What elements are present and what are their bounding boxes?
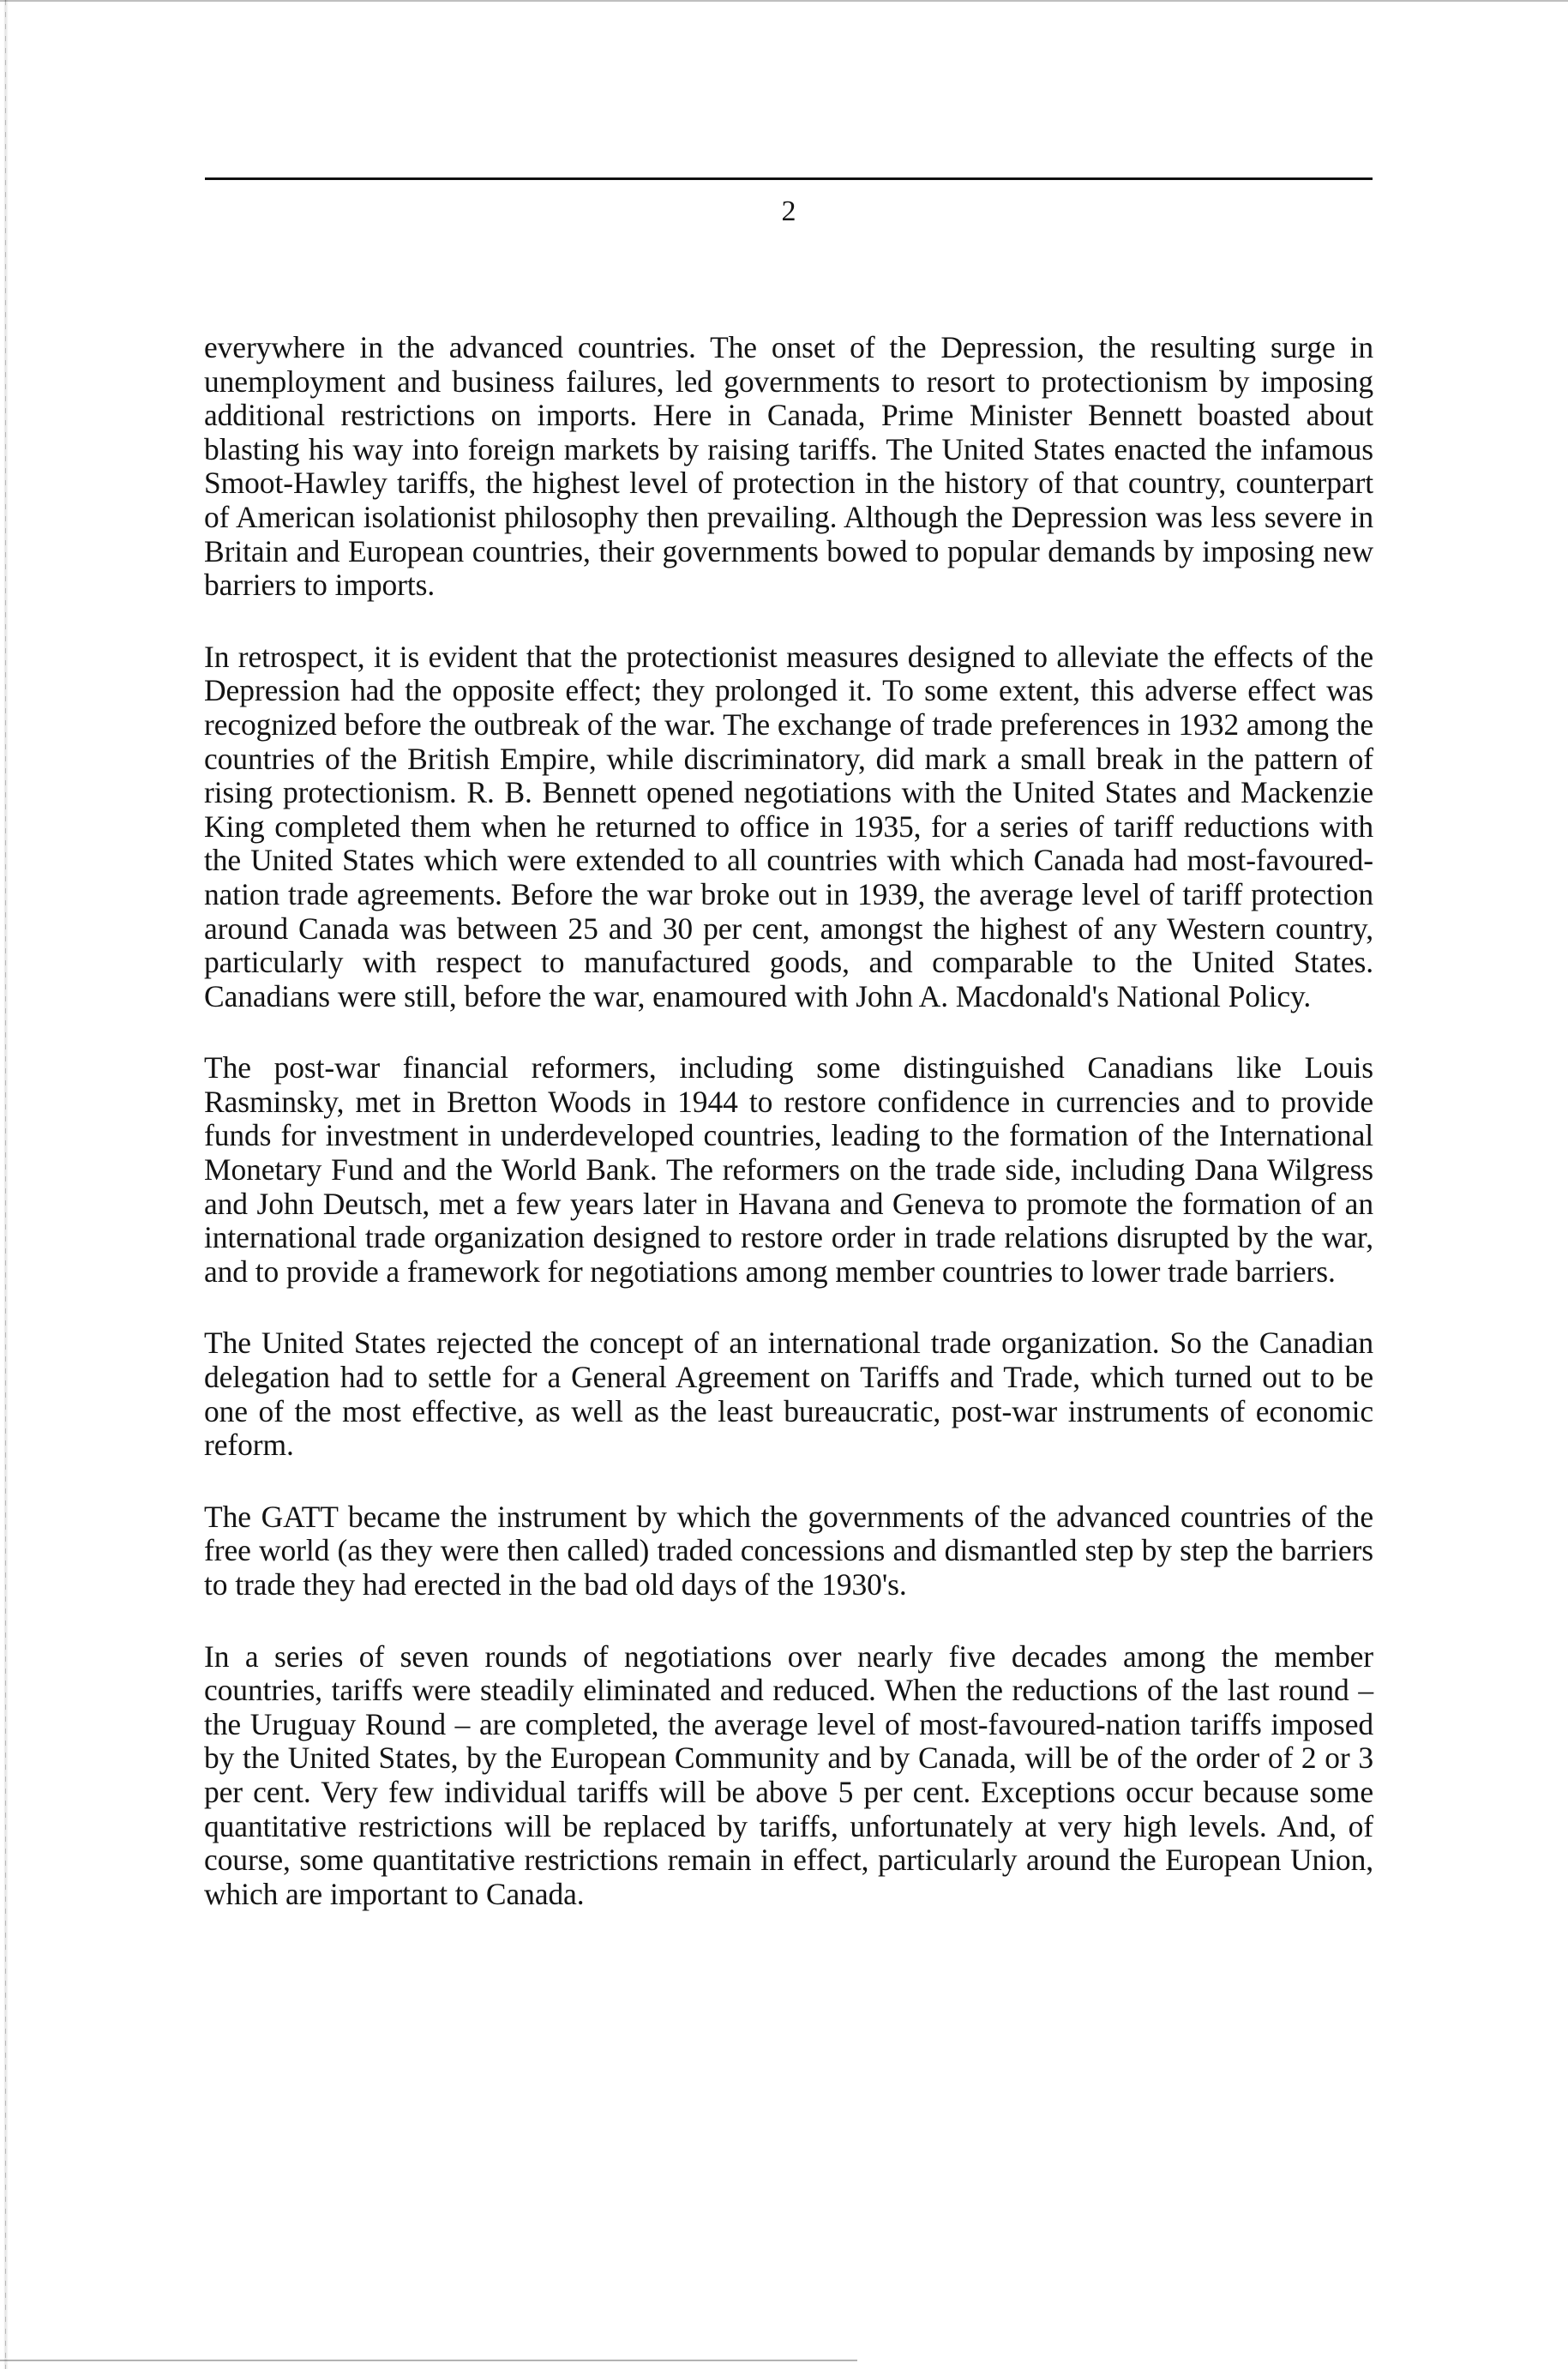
paragraph-1: everywhere in the advanced countries. The onset of the Depression, the resulting surge in unemployment and business failures, led governments to resort to protectionism by imposing additional restrictions on imports. Here in Canada, Prime Minister Bennett boasted about blasting his way into foreign markets by raising tariffs. The United States enacted the infamous Smoot-Hawley tariffs, the highest level of protection in the history of that country, counterpart of American isolationist philosophy then prevailing. Although the Depression was less severe in Britain and European countries, their governments bowed to popular demands by imposing new barriers to imports.: [204, 330, 1373, 603]
paragraph-5: The GATT became the instrument by which the governments of the advanced countries of the free world (as they were then called) traded concessions and dismantled step by step the barriers to trade they had erected in the bad old days of the 1930's.: [204, 1499, 1373, 1602]
header-rule: [205, 177, 1373, 180]
scan-bottom-edge: [0, 2360, 857, 2361]
paragraph-6: In a series of seven rounds of negotiations over nearly five decades among the member countries, tariffs were steadily eliminated and reduced. When the reductions of the last round – the Uruguay Round – are completed, the average level of most-favoured-nation tariffs imposed by the United States, by the European Community and by Canada, will be of the order of 2 or 3 per cent. Very few individual tariffs will be above 5 per cent. Exceptions occur because some quantitative restrictions will be replaced by tariffs, unfortunately at very high levels. And, of course, some quantitative restrictions remain in effect, particularly around the European Union, which are important to Canada.: [204, 1638, 1373, 1911]
page-number: 2: [781, 195, 796, 227]
paragraph-2: In retrospect, it is evident that the protectionist measures designed to alleviate the effects of the Depression had the opposite effect; they prolonged it. To some extent, this adverse effect was recognized before the outbreak of the war. The exchange of trade preferences in 1932 among the countries of the British Empire, while discriminatory, did mark a small break in the pattern of rising protectionism. R. B. Bennett opened negotiations with the United States and Mackenzie King completed them when he returned to office in 1935, for a series of tariff reductions with the United States which were extended to all countries with which Canada had most-favoured-nation trade agreements. Before the war broke out in 1939, the average level of tariff protection around Canada was between 25 and 30 per cent, amongst the highest of any Western country, particularly with respect to manufactured goods, and comparable to the United States. Canadians were still, before the war, enamoured with John A. Macdonald's National Policy.: [204, 639, 1373, 1013]
paragraph-4: The United States rejected the concept of an international trade organization. So the Canadian delegation had to settle for a General Agreement on Tariffs and Trade, which turned out to be one of the most effective, as well as the least bureaucratic, post-war instruments of economic reform.: [204, 1326, 1373, 1463]
scan-top-edge: [0, 0, 1568, 2]
page-body: [204, 331, 1373, 1949]
scan-binding-edge: [3, 0, 9, 2369]
paragraph-3: The post-war financial reformers, including some distinguished Canadians like Louis Rasminsky, met in Bretton Woods in 1944 to restore confidence in currencies and to provide funds for investment in underdeveloped countries, leading to the formation of the International Monetary Fund and the World Bank. The reformers on the trade side, including Dana Wilgress and John Deutsch, met a few years later in Havana and Geneva to promote the formation of an international trade organization designed to restore order in trade relations disrupted by the war, and to provide a framework for negotiations among member countries to lower trade barriers.: [204, 1050, 1373, 1289]
